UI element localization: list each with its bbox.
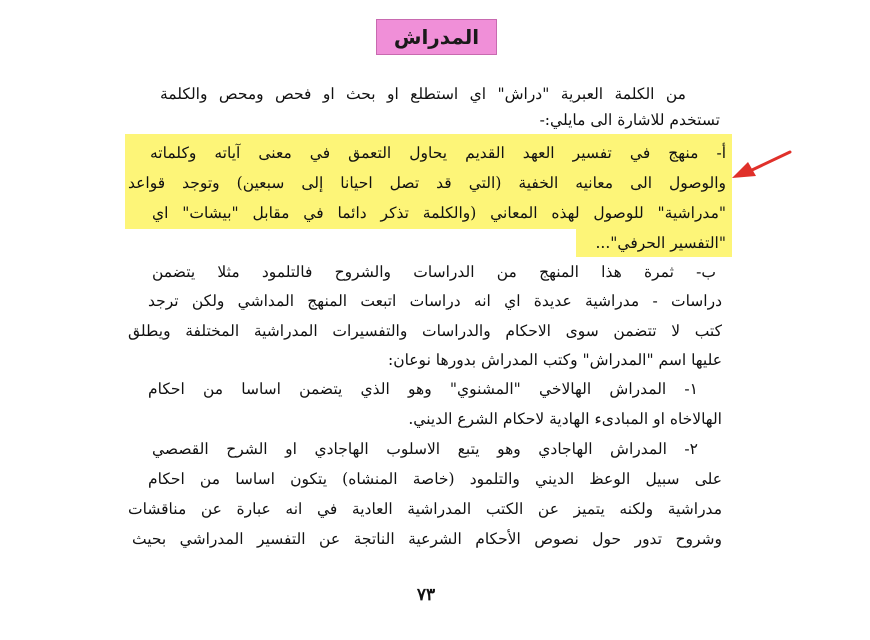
text-line-10: عليها اسم "المدراش" وكتب المدراش بدورها نوعان:	[387, 351, 722, 369]
title-box	[376, 19, 497, 55]
text-line-14: على سبيل الوعظ الديني والتلمود (خاصة المنشاه) يتكون اساسا من احكام	[148, 470, 722, 488]
text-line-2: تستخدم للاشارة الى مايلي:-	[539, 111, 720, 129]
text-line-1: من الكلمة العبرية "دراش" اي استطلع او بحث او فحص ومحص والكلمة	[160, 85, 686, 103]
text-line-6: "التفسير الحرفي"...	[595, 234, 726, 252]
text-line-4: والوصول الى معانيه الخفية (التي قد تصل احيانا إلى سبعين) وتوجد قواعد	[128, 174, 726, 192]
page-number: ٧٣	[416, 585, 436, 605]
page-title: المدراش	[393, 25, 480, 49]
text-line-12: الهالاخاه او المبادىء الهادية لاحكام الشرع الديني.	[408, 410, 722, 428]
text-line-13: ٢- المدراش الهاجادي وهو يتبع الاسلوب الهاجادي او الشرح القصصي	[152, 440, 698, 458]
text-line-3: أ- منهج في تفسير العهد القديم يحاول التعمق في معنى آياته وكلماته	[150, 144, 726, 162]
text-line-16: وشروح تدور حول نصوص الأحكام الشرعية الناتجة عن التفسير المدراشي بحيث	[132, 530, 722, 548]
text-line-7: ب- ثمرة هذا المنهج من الدراسات والشروح فالتلمود مثلا يتضمن	[152, 263, 716, 281]
text-line-5: "مدراشية" للوصول لهذه المعاني (والكلمة تذكر دائما في مقابل "بيشات" اي	[152, 204, 726, 222]
text-line-11: ١- المدراش الهالاخي "المشنوي" وهو الذي يتضمن اساسا من احكام	[148, 380, 698, 398]
text-line-15: مدراشية ولكنه يتميز عن الكتب المدراشية العادية في انه عبارة عن مناقشات	[128, 500, 722, 518]
text-line-8: دراسات - مدراشية عديدة اي انه دراسات اتبعت المنهج المداشي ولكن ترجد	[148, 292, 722, 310]
text-line-9: كتب لا تتضمن سوى الاحكام والدراسات والتفسيرات المدراشية المختلفة ويطلق	[128, 322, 722, 340]
